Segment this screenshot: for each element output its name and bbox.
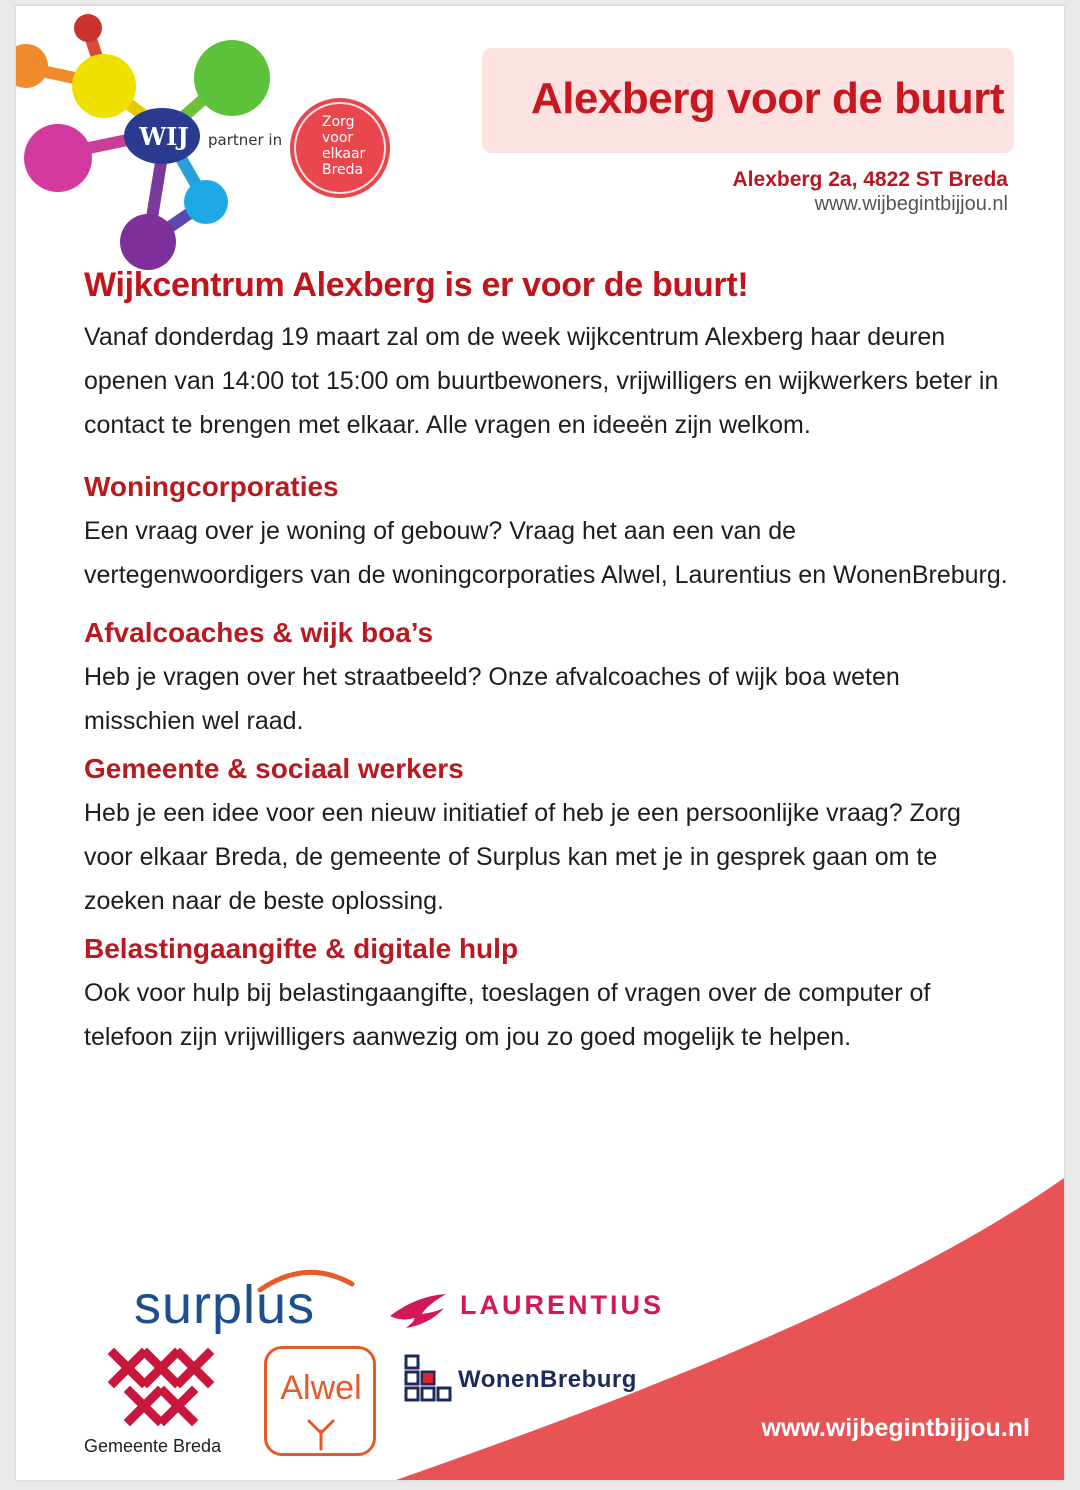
intro-paragraph: Vanaf donderdag 19 maart zal om de week wijkcentrum Alexberg haar deuren openen van 14:00 tot 15:00 om buurtbewoners, vrijwilligers en wijkwerkers beter in contact te brengen met elkaar. Alle vragen en ideeën zijn welkom.	[84, 323, 999, 439]
section-heading-afvalcoaches: Afvalcoaches & wijk boa’s	[84, 617, 434, 648]
flyer-page	[16, 6, 1064, 1480]
website-link-top[interactable]: www.wijbegintbijjou.nl	[814, 193, 1008, 215]
alwel-logo-text: Alwel	[280, 1369, 362, 1407]
section-text-gemeente: Heb je een idee voor een nieuw initiatief of heb je een persoonlijke vraag? Zorg voor elkaar Breda, de gemeente of Surplus kan met je in gesprek gaan om te zoeken naar de beste oplossing.	[84, 799, 961, 915]
wij-partner-label: partner in	[208, 131, 283, 149]
zorg-voor-elkaar-text: Zorg voor elkaar Breda	[322, 114, 366, 178]
surplus-logo: surplus	[134, 1275, 316, 1335]
wonenbreburg-logo: WonenBreburg	[458, 1366, 637, 1393]
alwel-logo	[264, 1346, 376, 1456]
section-text-woningcorporaties: Een vraag over je woning of gebouw? Vraag het aan een van de vertegenwoordigers van de woningcorporaties Alwel, Laurentius en WonenBreburg.	[84, 517, 1008, 589]
section-text-afvalcoaches: Heb je vragen over het straatbeeld? Onze afvalcoaches of wijk boa weten misschien wel raad.	[84, 663, 900, 735]
page-title: Alexberg voor de buurt	[530, 74, 1004, 123]
main-content	[84, 266, 1014, 1059]
wonenbreburg-blocks-icon	[402, 1352, 458, 1408]
gemeente-breda-label: Gemeente Breda	[84, 1436, 222, 1456]
laurentius-bird-icon	[386, 1286, 450, 1336]
section-heading-belasting: Belastingaangifte & digitale hulp	[84, 933, 519, 964]
section-heading-woningcorporaties: Woningcorporaties	[84, 471, 339, 502]
gemeente-breda-crosses-icon	[106, 1346, 216, 1428]
title-banner	[482, 48, 1014, 153]
website-link-bottom[interactable]: www.wijbegintbijjou.nl	[761, 1414, 1030, 1442]
main-heading: Wijkcentrum Alexberg is er voor de buurt!	[84, 266, 749, 304]
alwel-tree-icon	[303, 1415, 339, 1451]
section-heading-gemeente: Gemeente & sociaal werkers	[84, 753, 464, 784]
wij-logo-text: WIJ	[139, 122, 189, 151]
laurentius-logo: LAURENTIUS	[460, 1290, 664, 1320]
address: Alexberg 2a, 4822 ST Breda	[732, 168, 1008, 191]
section-text-belasting: Ook voor hulp bij belastingaangifte, toeslagen of vragen over de computer of telefoon zijn vrijwilligers aanwezig om jou zo goed mogelijk te helpen.	[84, 979, 931, 1051]
